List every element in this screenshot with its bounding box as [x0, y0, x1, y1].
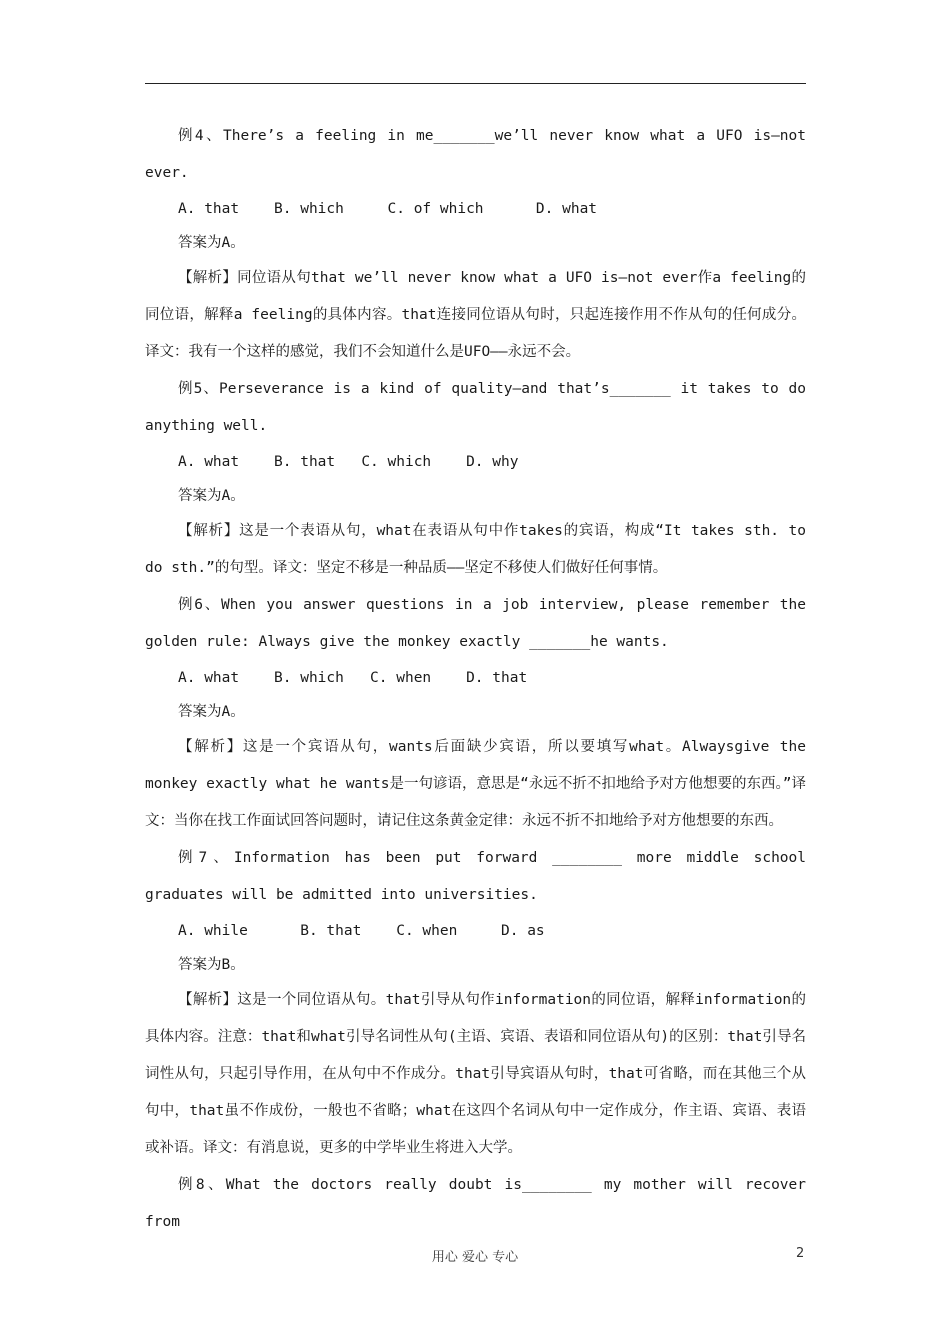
example-7-answer: 答案为B。 — [178, 957, 245, 973]
example-7-analysis: 【解析】这是一个同位语从句。that引导从句作information的同位语，解释information的具体内容。注意：that和what引导名词性从句(主语、宾语、表语和同位语从句)的区别：that引导名词性从句，只起引导作用，在从句中不作成分。that引导宾语从句时，that可省略，而在其他三个从句中，that虽不作成份，一般也不省略；what在这四个名词从句中一定作成分，作主语、宾语、表语或补语。译文：有消息说，更多的中学毕业生将进入大学。 — [145, 992, 806, 1156]
example-5-question: 例5、Perseverance is a kind of quality—and that’s_______ it takes to do anything well. — [145, 381, 806, 434]
document-body — [145, 118, 806, 1241]
page-number: 2 — [796, 1246, 805, 1261]
example-4-answer: 答案为A。 — [178, 235, 245, 251]
example-6-answer: 答案为A。 — [178, 704, 245, 720]
example-6-options: A. what B. which C. when D. that — [178, 670, 528, 686]
example-6-analysis: 【解析】这是一个宾语从句，wants后面缺少宾语，所以要填写what。Alwaysgive the monkey exactly what he wants是一句谚语，意思是“永远不折不扣地给予对方他想要的东西。”译文：当你在找工作面试回答问题时，请记住这条黄金定律：永远不折不扣地给予对方他想要的东西。 — [145, 739, 806, 829]
example-5-answer: 答案为A。 — [178, 488, 245, 504]
example-5-options: A. what B. that C. which D. why — [178, 454, 519, 470]
example-4-analysis: 【解析】同位语从句that we’ll never know what a UFO is—not ever作a feeling的同位语，解释a feeling的具体内容。that连接同位语从句时，只起连接作用不作从句的任何成分。译文：我有一个这样的感觉，我们不会知道什么是UFO——永远不会。 — [145, 270, 806, 360]
example-5-analysis: 【解析】这是一个表语从句，what在表语从句中作takes的宾语，构成“It takes sth. to do sth.”的句型。译文：坚定不移是一种品质——坚定不移使人们做好任何事情。 — [145, 523, 806, 576]
example-6-question: 例6、When you answer questions in a job interview, please remember the golden rule: Always give the monkey exactly _______he wants. — [145, 597, 806, 650]
footer-motto: 用心 爱心 专心 — [431, 1250, 519, 1265]
example-7-question: 例7、Information has been put forward ________ more middle school graduates will be admitted into universities. — [145, 850, 806, 903]
header-rule — [145, 83, 806, 84]
example-7-options: A. while B. that C. when D. as — [178, 923, 545, 939]
example-4-options: A. that B. which C. of which D. what — [178, 201, 598, 217]
example-8-question: 例8、What the doctors really doubt is________ my mother will recover from — [145, 1177, 806, 1230]
example-4-question: 例4、There’s a feeling in me_______we’ll never know what a UFO is—not ever. — [145, 128, 806, 181]
